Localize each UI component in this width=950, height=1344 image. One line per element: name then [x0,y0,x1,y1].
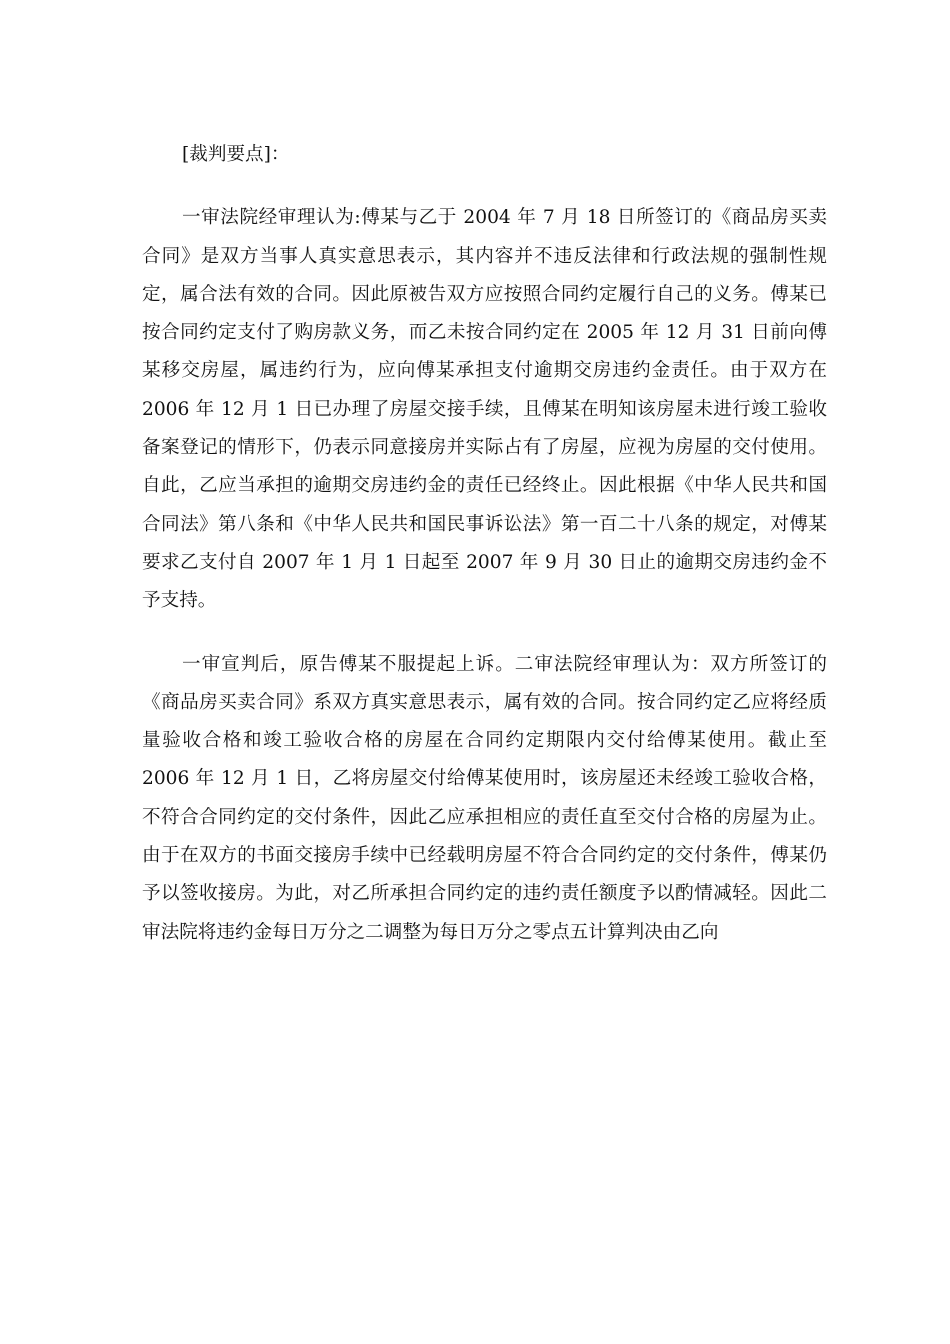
paragraph-second-instance: 一审宣判后，原告傅某不服提起上诉。二审法院经审理认为：双方所签订的《商品房买卖合同》系双方真实意思表示，属有效的合同。按合同约定乙应将经质量验收合格和竣工验收合格的房屋在合同约定期限内交付给傅某使用。截止至 2006 年 12 月 1 日，乙将房屋交付给傅某使用时，该房屋还未经竣工验收合格，不符合合同约定的交付条件，因此乙应承担相应的责任直至交付合格的房屋为止。由于在双方的书面交接房手续中已经载明房屋不符合合同约定的交付条件，傅某仍予以签收接房。为此，对乙所承担合同约定的违约责任额度予以酌情减轻。因此二审法院将违约金每日万分之二调整为每日万分之零点五计算判决由乙向 [142,653,827,943]
document-body [142,136,827,952]
section-heading: [裁判要点]： [182,144,290,165]
paragraph-first-instance: 一审法院经审理认为:傅某与乙于 2004 年 7 月 18 日所签订的《商品房买卖合同》是双方当事人真实意思表示，其内容并不违反法律和行政法规的强制性规定，属合法有效的合同。因此原被告双方应按照合同约定履行自己的义务。傅某已按合同约定支付了购房款义务，而乙未按合同约定在 2005 年 12 月 31 日前向傅某移交房屋，属违约行为，应向傅某承担支付逾期交房违约金责任。由于双方在 2006 年 12 月 1 日已办理了房屋交接手续，且傅某在明知该房屋未进行竣工验收备案登记的情形下，仍表示同意接房并实际占有了房屋，应视为房屋的交付使用。自此，乙应当承担的逾期交房违约金的责任已经终止。因此根据《中华人民共和国合同法》第八条和《中华人民共和国民事诉讼法》第一百二十八条的规定，对傅某要求乙支付自 2007 年 1 月 1 日起至 2007 年 9 月 30 日止的逾期交房违约金不予支持。 [142,207,827,612]
